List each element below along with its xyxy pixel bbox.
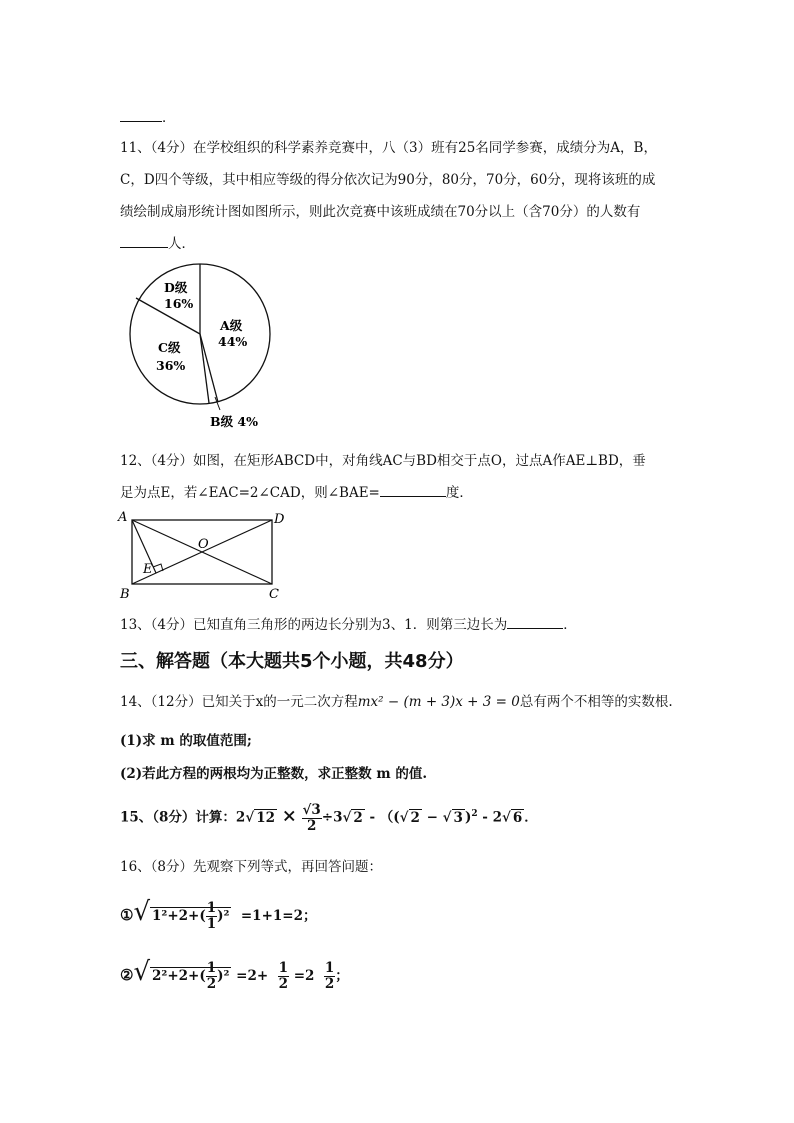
period: ．	[524, 809, 538, 826]
fraction-num: √3	[302, 801, 321, 818]
point-o: O	[198, 537, 209, 552]
radicand-2b: 2	[410, 809, 420, 826]
minus-open: - （(	[364, 809, 400, 826]
square-exponent: 2	[471, 809, 478, 819]
q14-text: 14、（12分）已知关于x的一元二次方程	[120, 694, 358, 710]
fraction-den: 2	[306, 817, 317, 834]
q16-eq2	[120, 952, 349, 996]
q14-tail: 总有两个不相等的实数根.	[519, 694, 673, 710]
q13-text: 13、（4分）已知直角三角形的两边长分别为3、1．则第三边长为	[120, 617, 508, 633]
q16-line: 16、（8分）先观察下列等式，再回答问题：	[120, 859, 383, 875]
radicand-expr-2	[150, 960, 231, 992]
q11-line4	[120, 232, 195, 252]
q14-line	[120, 690, 673, 710]
circled-two: ②	[120, 966, 134, 984]
fraction-num: 1	[324, 960, 335, 977]
q13-line	[120, 613, 577, 633]
radicand-12: 12	[256, 809, 275, 826]
q11-line1: 11、（4分）在学校组织的科学素养竞赛中，八（3）班有25名同学参赛，成绩分为A，B，	[120, 140, 657, 156]
q11-line2: C，D四个等级，其中相应等级的得分依次记为90分，80分，70分，60分，现将该班的成	[120, 172, 656, 188]
expr-close: )²	[217, 908, 230, 924]
answer-blank[interactable]	[380, 483, 446, 497]
q12-line2	[120, 481, 473, 501]
fraction-num: 1	[206, 960, 217, 977]
close-paren: )	[464, 809, 472, 826]
q12-tail: 度．	[445, 485, 473, 501]
slice-edge-b2	[200, 334, 218, 402]
divide-3: ÷3	[321, 809, 343, 826]
radical-symbol: √	[442, 809, 452, 826]
fraction-den: 2	[278, 976, 289, 992]
pie-label-b: B级 4%	[210, 414, 258, 429]
q11-line3: 绩绘制成扇形统计图如图所示，则此次竞赛中该班成绩在70分以上（含70分）的人数有	[120, 204, 641, 220]
fraction-den: 1	[206, 916, 217, 932]
fraction-1-2	[206, 961, 217, 992]
fraction-den: 2	[324, 976, 335, 992]
top-fragment	[120, 106, 176, 126]
q12-line1: 12、（4分）如图，在矩形ABCD中，对角线AC与BD相交于点O，过点A作AE⊥BD，垂	[120, 453, 646, 469]
radicand-3: 3	[453, 809, 463, 826]
pie-chart	[120, 262, 280, 434]
radical-symbol: √	[133, 897, 151, 927]
q14-equation: mx² − (m + 3)x + 3 = 0	[357, 694, 520, 710]
pie-label-a: A级	[220, 318, 243, 333]
eq2-end: ；	[335, 968, 349, 984]
vertex-d: D	[274, 512, 285, 527]
q15-text: 15、（8分）计算：2	[120, 809, 246, 826]
slice-edge-b1	[200, 334, 209, 403]
vertex-c: C	[269, 587, 279, 600]
answer-blank[interactable]	[120, 108, 162, 122]
rectangle-figure	[116, 508, 296, 600]
q16-eq1	[120, 892, 317, 936]
answer-blank[interactable]	[120, 234, 168, 248]
fraction-half-b	[324, 961, 335, 992]
expr-body: 1²+2+(	[152, 908, 206, 924]
pie-label-c-pct: 36%	[156, 358, 186, 373]
minus-2: - 2	[477, 809, 503, 826]
pie-label-d: D级	[164, 280, 188, 295]
radical-symbol: √	[399, 809, 409, 826]
point-e: E	[143, 562, 153, 577]
radicand-2: 2	[353, 809, 363, 826]
fraction-sqrt3-over-2	[302, 803, 322, 834]
q14-part2: (2)若此方程的两根均为正整数，求正整数 m 的值.	[120, 766, 428, 782]
pie-label-a-pct: 44%	[218, 334, 248, 349]
times-sign: ×	[281, 805, 297, 827]
radicand-6: 6	[512, 809, 523, 826]
expr-close: )²	[217, 968, 230, 984]
eq2-result: =2+	[236, 968, 269, 984]
fraction-1-1	[206, 901, 217, 932]
expr-body: 2²+2+(	[152, 968, 206, 984]
pie-label-d-pct: 16%	[164, 296, 194, 311]
radicand-expr-1	[150, 900, 231, 932]
fraction-den: 2	[206, 976, 217, 992]
radical-symbol: √	[342, 809, 352, 826]
sub-sign: −	[421, 809, 443, 826]
circled-one: ①	[120, 906, 134, 924]
section-title: 三、解答题（本大题共5个小题，共48分）	[120, 651, 464, 672]
fraction-half-a	[278, 961, 289, 992]
vertex-a: A	[118, 510, 128, 525]
eq1-result: =1+1=2；	[240, 908, 317, 924]
q15-line	[120, 796, 538, 836]
pie-label-c: C级	[158, 340, 181, 355]
vertex-b: B	[120, 587, 130, 600]
eq2-mid: =2	[293, 968, 315, 984]
q13-tail: ．	[563, 617, 577, 633]
radical-symbol: √	[133, 957, 151, 987]
answer-blank[interactable]	[507, 615, 563, 629]
radical-symbol: √	[245, 809, 255, 826]
q12-text: 足为点E，若∠EAC=2∠CAD，则∠BAE=	[120, 485, 380, 501]
fraction-num: 1	[206, 900, 217, 917]
q11-tail: 人．	[168, 236, 195, 252]
trail-text: ．	[162, 110, 176, 126]
q14-part1: (1)求 m 的取值范围;	[120, 733, 252, 749]
radical-symbol: √	[502, 809, 511, 826]
fraction-num: 1	[278, 960, 289, 977]
